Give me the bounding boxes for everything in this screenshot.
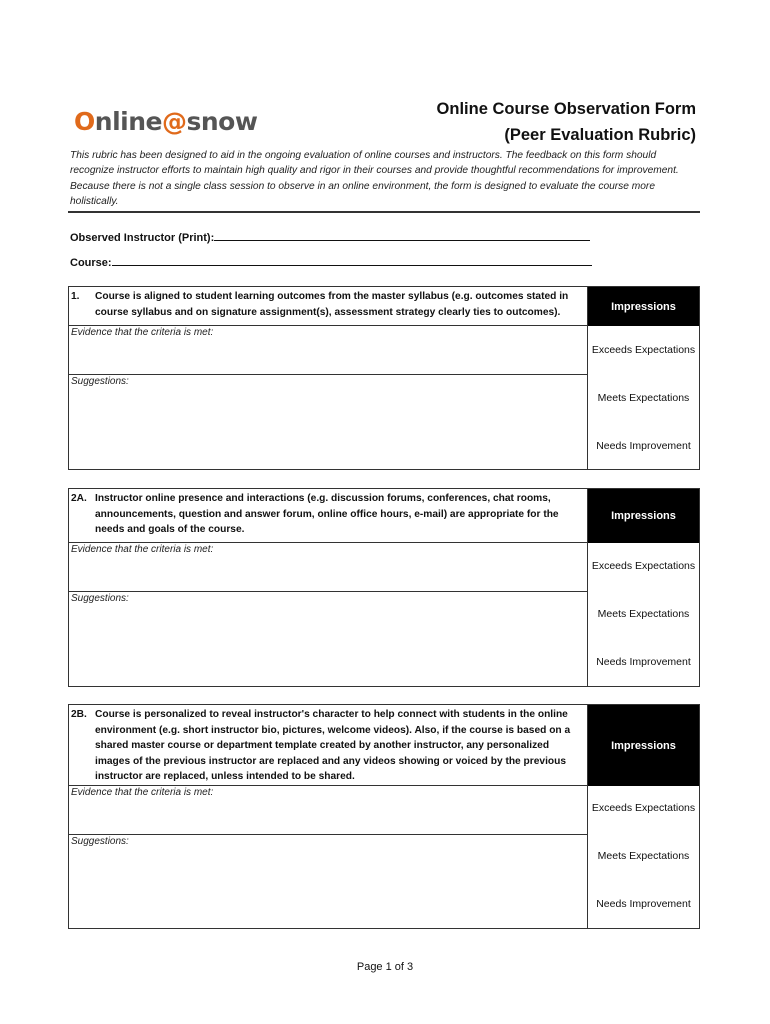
evidence-field-2a[interactable] bbox=[69, 543, 587, 592]
form-title bbox=[437, 96, 696, 148]
impressions-panel-2b bbox=[587, 705, 699, 928]
criterion-block-2a bbox=[68, 488, 700, 687]
form-title-line1: Online Course Observation Form bbox=[436, 100, 696, 118]
impressions-panel-2a bbox=[587, 489, 699, 686]
evidence-label: Evidence that the criteria is met: bbox=[71, 327, 214, 338]
evidence-label: Evidence that the criteria is met: bbox=[71, 544, 214, 555]
logo-text-nline: nline bbox=[94, 106, 162, 136]
header-divider bbox=[68, 211, 700, 213]
logo-power-o: O bbox=[74, 106, 95, 136]
form-title-line2: (Peer Evaluation Rubric) bbox=[504, 126, 696, 144]
impressions-panel-1 bbox=[587, 287, 699, 469]
criterion-block-2b bbox=[68, 704, 700, 929]
suggestions-field-2a[interactable] bbox=[69, 592, 587, 686]
needs-improvement-option[interactable]: Needs Improvement bbox=[596, 898, 691, 910]
instructor-field[interactable] bbox=[70, 231, 590, 244]
impressions-header: Impressions bbox=[588, 705, 699, 786]
criterion-text-2b bbox=[69, 705, 587, 786]
suggestions-label: Suggestions: bbox=[71, 836, 129, 847]
needs-improvement-option[interactable]: Needs Improvement bbox=[596, 440, 691, 452]
criterion-text-1 bbox=[69, 287, 587, 326]
course-field[interactable] bbox=[70, 256, 592, 269]
instructor-label: Observed Instructor (Print): bbox=[70, 232, 215, 244]
course-line[interactable] bbox=[112, 256, 592, 266]
logo-text-snow: snow bbox=[186, 106, 258, 136]
criterion-number: 2B. bbox=[71, 709, 87, 720]
suggestions-field-2b[interactable] bbox=[69, 835, 587, 928]
meets-expectations-option[interactable]: Meets Expectations bbox=[597, 850, 690, 862]
suggestions-field-1[interactable] bbox=[69, 375, 587, 469]
page-number: Page 1 of 3 bbox=[356, 961, 414, 973]
exceeds-expectations-option[interactable]: Exceeds Expectations bbox=[591, 344, 696, 356]
criterion-text-2a bbox=[69, 489, 587, 543]
meets-expectations-option[interactable]: Meets Expectations bbox=[597, 608, 690, 620]
criterion-description: Instructor online presence and interactions (e.g. discussion forums, conferences, chat rooms, announcements, question and answer forum, online office hours, e-mail) are appropriate for the needs and goals of the course. bbox=[95, 493, 559, 535]
evidence-label: Evidence that the criteria is met: bbox=[71, 787, 214, 798]
instructor-line[interactable] bbox=[214, 231, 590, 241]
evidence-field-2b[interactable] bbox=[69, 786, 587, 835]
criterion-block-1 bbox=[68, 286, 700, 470]
evidence-field-1[interactable] bbox=[69, 326, 587, 375]
suggestions-label: Suggestions: bbox=[71, 593, 129, 604]
criterion-description: Course is aligned to student learning outcomes from the master syllabus (e.g. outcomes stated in course syllabus and on signature assignment(s), assessment strategy clearly ties to outcomes). bbox=[95, 291, 569, 318]
meets-expectations-option[interactable]: Meets Expectations bbox=[597, 392, 690, 404]
exceeds-expectations-option[interactable]: Exceeds Expectations bbox=[591, 802, 696, 814]
criterion-number: 2A. bbox=[71, 493, 87, 504]
impressions-header: Impressions bbox=[588, 287, 699, 326]
exceeds-expectations-option[interactable]: Exceeds Expectations bbox=[591, 560, 696, 572]
suggestions-label: Suggestions: bbox=[71, 376, 129, 387]
logo-at: @ bbox=[161, 106, 187, 136]
online-at-snow-logo bbox=[74, 104, 257, 138]
criterion-description: Course is personalized to reveal instructor's character to help connect with students in the online environment (e.g. short instructor bio, pictures, welcome videos). Also, if the course is based on a shared master course or department template created by another instructor, any personalized images of the previous instructor are replaced and any videos showing or voiced by the previous instructor are replaced, unless intended to be shared. bbox=[95, 709, 571, 782]
impressions-header: Impressions bbox=[588, 489, 699, 543]
criterion-number: 1. bbox=[71, 291, 80, 302]
needs-improvement-option[interactable]: Needs Improvement bbox=[596, 656, 691, 668]
course-label: Course: bbox=[70, 257, 112, 269]
intro-paragraph: This rubric has been designed to aid in the ongoing evaluation of online courses and instructors. The feedback on this form should recognize instructor efforts to maintain high quality and rigor in their courses and provide thoughtful recommendations for improvement. Because there is not a single class session to observe in an online environment, the form is designed to evaluate the course more holistically. bbox=[70, 150, 679, 208]
